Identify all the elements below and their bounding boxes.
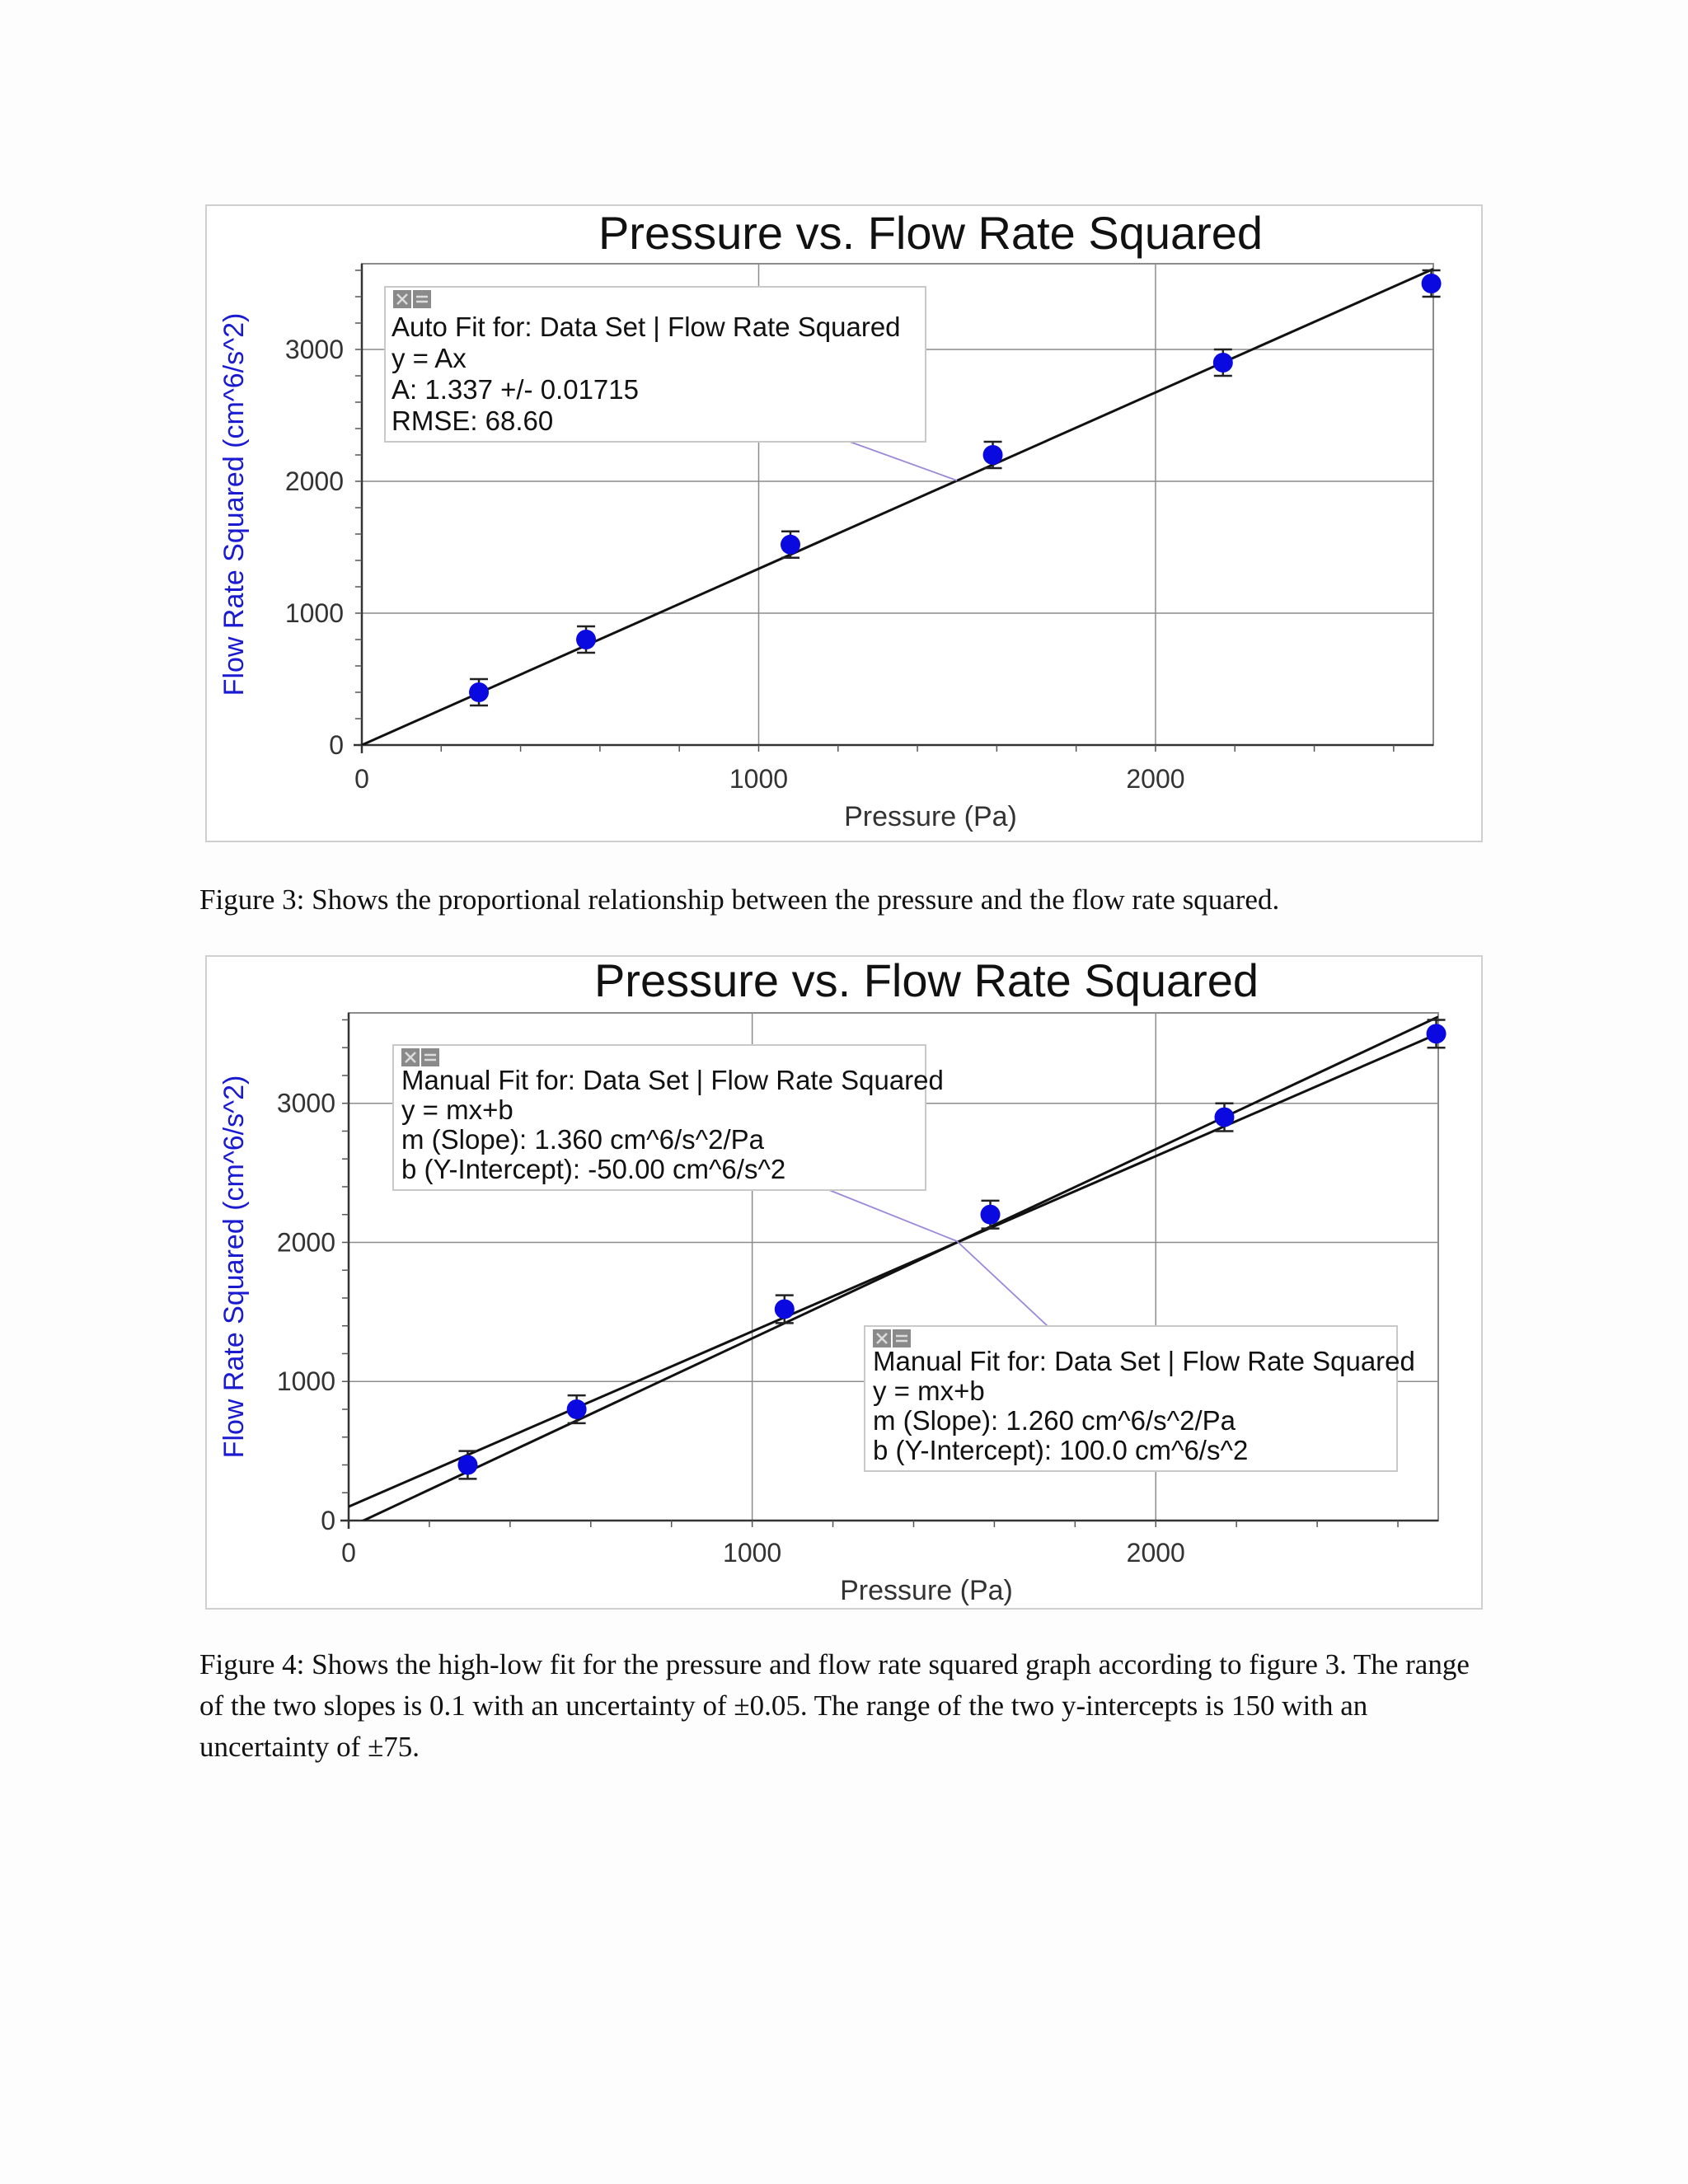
chart-title: Pressure vs. Flow Rate Squared [593,957,1259,1006]
x-tick-label: 1000 [723,1538,782,1568]
data-point [775,1299,795,1319]
fit-info-line: m (Slope): 1.360 cm^6/s^2/Pa [401,1124,764,1155]
fit-info-line: m (Slope): 1.260 cm^6/s^2/Pa [873,1405,1236,1436]
y-tick-label: 0 [329,730,344,760]
data-point [1422,274,1442,293]
chart-title: Pressure vs. Flow Rate Squared [598,207,1264,259]
x-tick-label: 2000 [1126,1538,1185,1568]
chart-figure-3 [205,204,1483,842]
fit-leader-line [957,1241,1048,1326]
data-point [469,682,489,702]
fit-info-line: y = mx+b [873,1376,985,1406]
fit-info-line: y = mx+b [401,1094,513,1125]
y-tick-label: 1000 [276,1366,335,1397]
data-point [1214,1108,1234,1127]
fit-info-line: A: 1.337 +/- 0.01715 [392,374,639,405]
y-axis-label: Flow Rate Squared (cm^6/s^2) [218,312,250,696]
collapse-icon [413,290,431,308]
fit-info-line: y = Ax [392,343,467,373]
y-tick-label: 1000 [284,598,344,628]
x-tick-label: 1000 [729,764,789,794]
y-tick-label: 2000 [276,1227,335,1258]
collapse-icon [421,1048,439,1066]
chart-figure-3-svg [207,206,1484,844]
fit-leader-line [850,442,957,480]
y-tick-label: 2000 [284,466,344,496]
fit-leader-line [829,1190,957,1241]
data-point [567,1399,587,1419]
fit-info-line: Auto Fit for: Data Set | Flow Rate Squared [392,312,901,342]
fit-info-line: Manual Fit for: Data Set | Flow Rate Squared [401,1065,944,1095]
x-tick-label: 0 [341,1538,356,1568]
x-tick-label: 2000 [1126,764,1185,794]
data-point [983,445,1003,465]
figure-3-caption: Figure 3: Shows the proportional relationship between the pressure and the flow rate squared. [199,883,1280,916]
data-point [1213,353,1233,373]
y-tick-label: 3000 [284,335,344,364]
chart-figure-4 [205,955,1483,1610]
y-axis-label: Flow Rate Squared (cm^6/s^2) [218,1075,250,1459]
y-tick-label: 0 [321,1506,335,1535]
x-axis-label: Pressure (Pa) [844,801,1017,832]
data-point [576,630,596,649]
data-point [781,535,800,555]
y-tick-label: 3000 [276,1088,335,1118]
x-tick-label: 0 [354,764,369,794]
figure-4-caption: Figure 4: Shows the high-low fit for the pressure and flow rate squared graph according to figure 3. The range of the two slopes is 0.1 with an uncertainty of ±0.05. The range of the two y-intercepts is 150 with an uncertainty of ±75. [199,1648,1470,1763]
chart-figure-4-svg [207,957,1484,1611]
collapse-icon [893,1329,911,1347]
fit-info-line: b (Y-Intercept): 100.0 cm^6/s^2 [873,1435,1249,1465]
data-point [457,1455,477,1474]
data-point [1427,1024,1447,1043]
fit-info-line: Manual Fit for: Data Set | Flow Rate Squared [873,1346,1415,1376]
fit-info-line: RMSE: 68.60 [392,405,554,436]
fit-info-line: b (Y-Intercept): -50.00 cm^6/s^2 [401,1154,786,1184]
x-axis-label: Pressure (Pa) [840,1575,1013,1606]
data-point [981,1205,1001,1225]
